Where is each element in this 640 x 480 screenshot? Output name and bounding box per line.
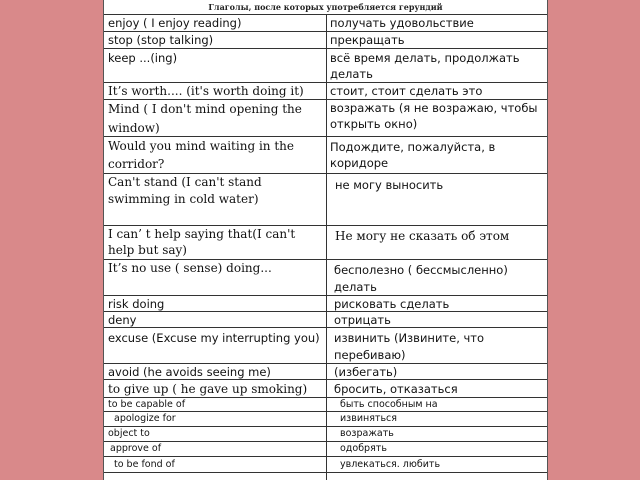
russian-cell: Подождите, пожалуйста, в коридоре xyxy=(330,140,496,170)
russian-cell: стоит, стоит сделать это xyxy=(330,84,483,98)
russian-cell: возражать xyxy=(340,428,394,439)
russian-cell: одобрять xyxy=(340,443,387,454)
english-cell: apologize for xyxy=(114,413,176,424)
table-row xyxy=(104,364,547,380)
table-row xyxy=(104,226,547,260)
english-cell: keep ...(ing) xyxy=(108,51,178,65)
russian-cell: не могу выносить xyxy=(335,178,444,192)
english-cell: enjoy ( I enjoy reading) xyxy=(108,16,242,30)
table-row xyxy=(104,15,547,32)
russian-cell: бросить, отказаться xyxy=(334,382,458,396)
russian-cell: быть способным на xyxy=(340,399,438,410)
english-cell: Would you mind waiting in the corridor? xyxy=(108,139,294,171)
table-row xyxy=(104,174,547,226)
table-row xyxy=(104,137,547,174)
table-row xyxy=(104,457,547,473)
table-row xyxy=(104,32,547,49)
russian-cell: прекращать xyxy=(330,33,405,47)
russian-cell: рисковать сделать xyxy=(334,297,450,311)
russian-cell: извинить (Извините, что перебиваю) xyxy=(334,331,485,362)
russian-cell: возражать (я не возражаю, чтобы открыть окно) xyxy=(330,101,538,131)
english-cell: deny xyxy=(108,313,137,327)
english-cell: Can't stand (I can't stand swimming in cold water) xyxy=(108,175,262,206)
table-row xyxy=(104,83,547,100)
table-row xyxy=(104,328,547,364)
table-row xyxy=(104,412,547,427)
english-cell: Mind ( I don't mind opening the window) xyxy=(108,102,302,135)
table-row xyxy=(104,260,547,296)
russian-cell: получать удовольствие xyxy=(330,16,474,30)
gerund-verbs-table xyxy=(103,0,548,480)
table-row xyxy=(104,49,547,83)
russian-cell: бесполезно ( бессмысленно) делать xyxy=(334,263,508,294)
english-cell: It’s no use ( sense) doing... xyxy=(108,261,272,275)
english-cell: to give up ( he gave up smoking) xyxy=(108,382,308,396)
russian-cell: (избегать) xyxy=(334,365,398,379)
english-cell: object to xyxy=(108,428,150,439)
english-cell: It’s worth.... (it's worth doing it) xyxy=(108,84,304,98)
table-row xyxy=(104,312,547,328)
table-row xyxy=(104,380,547,398)
english-cell: to be capable of xyxy=(108,399,186,410)
russian-cell: всё время делать, продолжать делать xyxy=(330,51,520,81)
table-row xyxy=(104,398,547,412)
english-cell: excuse (Excuse my interrupting you) xyxy=(108,331,320,345)
english-cell: risk doing xyxy=(108,297,165,311)
english-cell: stop (stop talking) xyxy=(108,33,214,47)
table-row xyxy=(104,427,547,442)
table-title: Глаголы, после которых употребляется герундий xyxy=(104,0,547,15)
english-cell: to be fond of xyxy=(114,459,175,470)
table-row xyxy=(104,442,547,457)
table-row xyxy=(104,100,547,137)
russian-cell: извиняться xyxy=(340,413,397,424)
english-cell: avoid (he avoids seeing me) xyxy=(108,365,271,379)
english-cell: I can’ t help saying that(I can't help but say) xyxy=(108,227,296,257)
russian-cell: увлекаться. любить xyxy=(340,459,441,470)
russian-cell: отрицать xyxy=(334,313,391,327)
english-cell: approve of xyxy=(110,443,162,454)
table-row xyxy=(104,296,547,312)
russian-cell: Не могу не сказать об этом xyxy=(335,229,510,243)
